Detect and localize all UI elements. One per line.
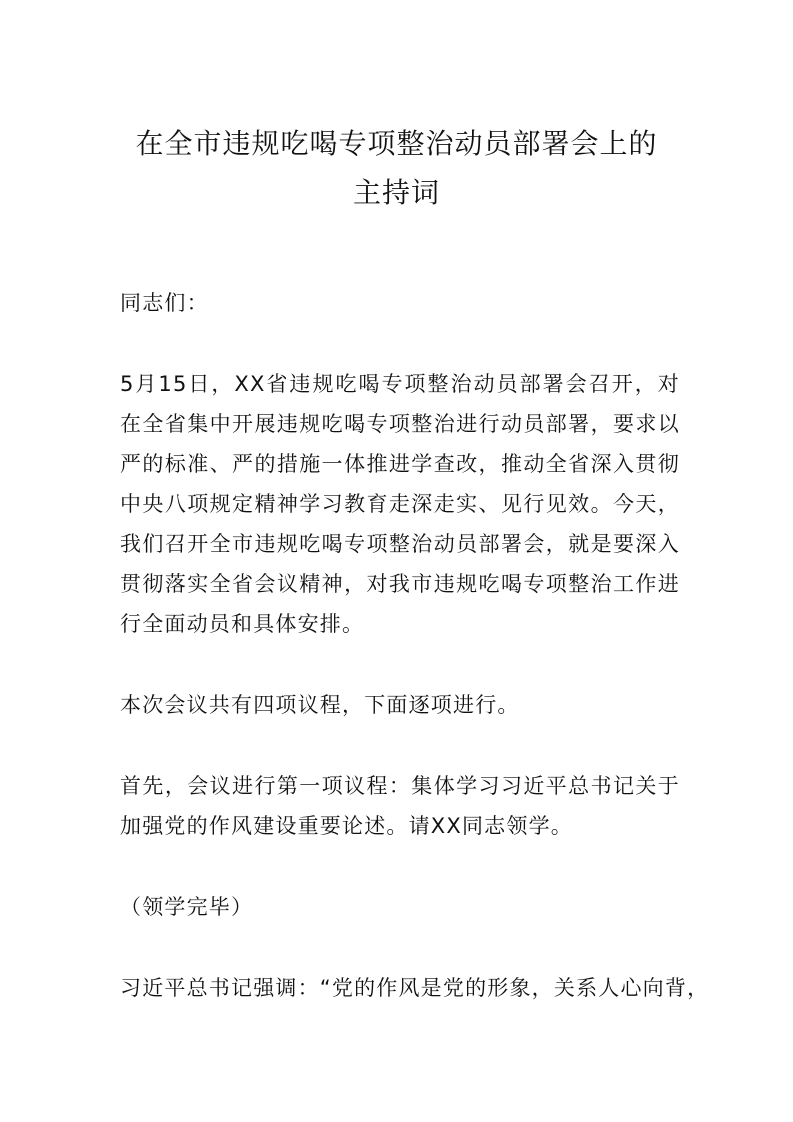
- stage-note: （领学完毕）: [120, 895, 254, 919]
- greeting-paragraph: 同志们：: [120, 291, 209, 315]
- document-title-line-2: 主持词: [352, 176, 440, 209]
- intro-paragraph: 5月15日，XX省违规吃喝专项整治动员部署会召开，对在全省集中开展违规吃喝专项整治进行动员部署，要求以严的标准、严的措施一体推进学查改，推动全省深入贯彻中央八项规定精神学习教育走深走实、见行见效。今天，我们召开全市违规吃喝专项整治动员部署会，就是要深入贯彻落实全省会议精神，对我市违规吃喝专项整治工作进行全面动员和具体安排。: [120, 372, 680, 636]
- first-agenda-item-paragraph: 首先，会议进行第一项议程：集体学习习近平总书记关于加强党的作风建设重要论述。请XX同志领学。: [120, 774, 680, 838]
- document-body: [120, 283, 710, 1008]
- quote-paragraph: 习近平总书记强调：“党的作风是党的形象，关系人心向背，: [120, 976, 710, 1000]
- document-title-line-1: 在全市违规吃喝专项整治动员部署会上的: [135, 127, 658, 160]
- agenda-paragraph: 本次会议共有四项议程，下面逐项进行。: [120, 693, 520, 717]
